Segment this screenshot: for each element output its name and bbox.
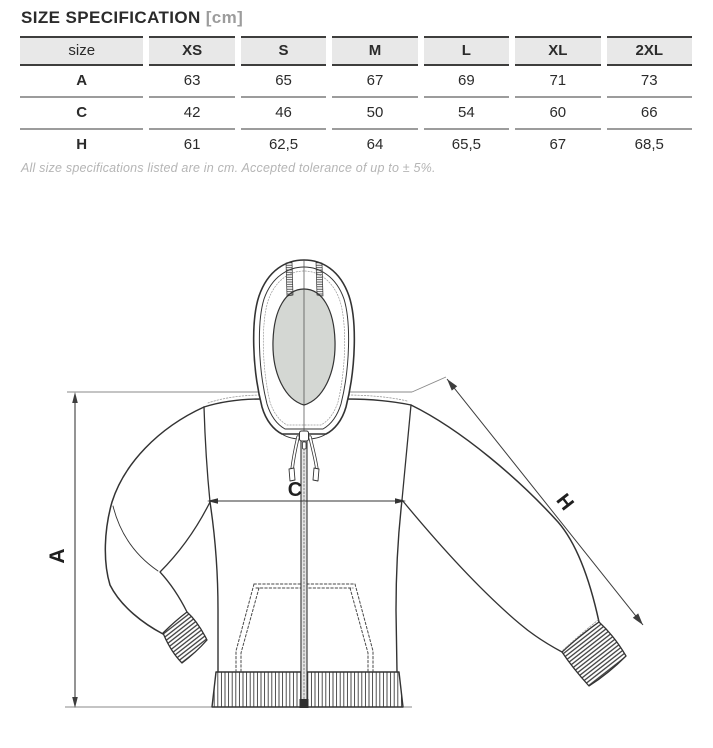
dimension-h-label: H — [551, 489, 578, 515]
cell-c-2xl: 66 — [607, 98, 692, 130]
dimension-h-line — [447, 379, 643, 625]
zipper-pull — [303, 442, 307, 449]
left-side-seam — [210, 502, 218, 672]
column-header-m: M — [332, 36, 417, 66]
table-header-row — [20, 36, 692, 66]
hood — [254, 260, 355, 449]
cell-c-m: 50 — [332, 98, 417, 130]
cell-c-l: 54 — [424, 98, 509, 130]
left-sleeve-fold — [113, 506, 158, 571]
garment — [105, 260, 626, 708]
dimension-h-arrow-top — [447, 379, 457, 391]
column-header-l: L — [424, 36, 509, 66]
page-title — [21, 8, 243, 28]
column-header-xl: XL — [515, 36, 600, 66]
pocket-left-edge-inner — [241, 588, 259, 671]
cell-a-2xl: 73 — [607, 66, 692, 98]
right-cuff-ribbing — [562, 622, 626, 686]
right-drawstring — [310, 437, 317, 470]
left-cuff-ribbing — [163, 612, 207, 663]
cell-c-xl: 60 — [515, 98, 600, 130]
row-label: C — [20, 98, 143, 130]
cell-c-xs: 42 — [149, 98, 234, 130]
dimension-h-arrow-bottom — [633, 613, 643, 625]
page-title-text: SIZE SPECIFICATION — [21, 8, 201, 27]
table-row-h — [20, 130, 692, 160]
pocket-left-edge — [236, 584, 254, 671]
dimension-a — [46, 392, 78, 708]
zipper-slider — [300, 431, 309, 441]
size-header-cell: size — [20, 36, 143, 66]
size-table — [14, 36, 698, 160]
right-sleeve-inner-edge — [402, 500, 562, 652]
row-label: A — [20, 66, 143, 98]
right-side-seam — [396, 500, 402, 672]
left-shoulder-seam — [204, 399, 262, 407]
dimension-a-arrow-bottom — [72, 697, 78, 708]
left-sleeve-inner-edge — [160, 502, 210, 612]
right-armhole-seam — [402, 405, 411, 500]
right-aglet — [313, 468, 319, 481]
hood-panel-stitch-left — [286, 262, 293, 296]
row-label: H — [76, 136, 88, 153]
dimension-a-arrow-top — [72, 392, 78, 403]
left-sleeve — [105, 407, 210, 663]
hoodie-technical-drawing — [0, 225, 713, 748]
dimension-h — [447, 379, 643, 625]
column-header-2xl: 2XL — [607, 36, 692, 66]
cell-a-xl: 71 — [515, 66, 600, 98]
cell-a-m: 67 — [332, 66, 417, 98]
left-sleeve-outer-edge — [105, 407, 204, 634]
tolerance-footnote: All size specifications listed are in cm. Accepted tolerance of up to ± 5%. — [21, 161, 436, 175]
cell-a-xs: 63 — [149, 66, 234, 98]
left-armhole-seam — [204, 407, 210, 502]
cell-c-s: 46 — [241, 98, 326, 130]
cell-h-xl: 67 — [549, 136, 567, 153]
dimension-a-label: A — [46, 548, 69, 564]
shoulder-extension-line — [412, 377, 446, 392]
column-header-s: S — [241, 36, 326, 66]
hood-panel-stitch-right — [316, 262, 323, 296]
cell-a-s: 65 — [241, 66, 326, 98]
table-row-c — [20, 98, 692, 130]
cell-h-s: 62,5 — [268, 136, 299, 153]
dimension-extension-lines — [65, 377, 446, 707]
cell-h-m: 64 — [366, 136, 384, 153]
table-row-a — [20, 66, 692, 98]
zipper-bottom-stop — [300, 699, 309, 708]
pocket-right-edge-inner — [350, 588, 368, 671]
dimension-c-label: C — [287, 479, 303, 501]
right-sleeve — [402, 405, 626, 686]
right-sleeve-outer-edge — [411, 405, 599, 622]
pocket-right-edge — [355, 584, 373, 671]
cell-h-2xl: 68,5 — [634, 136, 664, 153]
dimension-c-arrow-left — [207, 498, 218, 503]
cell-a-l: 69 — [424, 66, 509, 98]
cell-h-xs: 61 — [183, 136, 201, 153]
cell-h-l: 65,5 — [451, 136, 481, 153]
page-title-unit: [cm] — [205, 8, 244, 27]
zipper — [300, 434, 309, 708]
column-header-xs: XS — [149, 36, 234, 66]
